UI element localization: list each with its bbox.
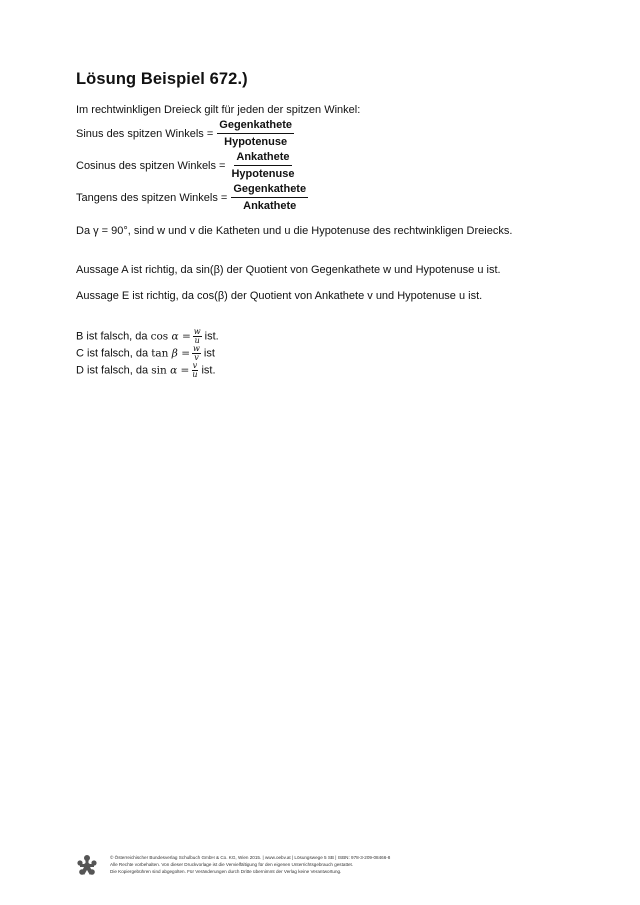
math-fraction <box>193 328 202 345</box>
math-denominator: v <box>194 353 199 362</box>
fraction <box>231 182 308 213</box>
fraction-numerator: Gegenkathete <box>217 118 294 134</box>
math-angle: β <box>171 347 178 360</box>
publisher-star-logo-icon <box>76 854 98 878</box>
math-numerator: w <box>193 327 201 336</box>
statement-prefix: C ist falsch, da <box>76 347 149 360</box>
math-expression <box>151 330 191 342</box>
footer-line-2: Alle Rechte vorbehalten. Von dieser Druckvorlage ist die Vervielfältigung für den eigenen Unterrichtsgebrauch gestattet. <box>110 862 354 867</box>
statement-suffix: ist. <box>204 330 219 343</box>
fraction-numerator: Ankathete <box>234 150 291 166</box>
footer-text <box>110 854 390 875</box>
math-numerator: v <box>192 361 198 370</box>
math-expression <box>151 364 189 376</box>
math-denominator: u <box>194 336 200 345</box>
definition-label: Tangens des spitzen Winkels = <box>76 191 228 204</box>
math-numerator: w <box>193 344 200 353</box>
statement-prefix: D ist falsch, da <box>76 364 149 377</box>
fraction-denominator: Hypotenuse <box>231 168 295 180</box>
footer-line-3: Die Kopiergebühren sind abgegolten. Für Veränderungen durch Dritte übernimmt der Verlag keine Verantwortung. <box>110 869 342 874</box>
statement-suffix: ist <box>203 347 215 360</box>
math-equals: = <box>181 347 191 360</box>
math-expression <box>151 347 190 359</box>
math-denominator: u <box>192 370 198 379</box>
statement-a: Aussage A ist richtig, da sin(β) der Quotient von Gegenkathete w und Hypotenuse u ist. <box>76 264 501 276</box>
page-title: Lösung Beispiel 672.) <box>76 70 248 88</box>
math-equals: = <box>181 330 191 343</box>
statement-e: Aussage E ist richtig, da cos(β) der Quotient von Ankathete v und Hypotenuse u ist. <box>76 290 483 302</box>
gamma-statement: Da γ = 90°, sind w und v die Katheten und u die Hypotenuse des rechtwinkligen Dreiecks. <box>76 225 513 237</box>
fraction <box>229 150 296 181</box>
definition-tangens <box>76 182 308 213</box>
math-angle: α <box>170 364 178 377</box>
false-statement-c <box>76 345 215 362</box>
fraction-denominator: Hypotenuse <box>224 136 288 148</box>
math-fraction <box>192 345 201 362</box>
definition-label: Cosinus des spitzen Winkels = <box>76 159 226 172</box>
math-func: cos <box>150 330 169 343</box>
math-equals: = <box>180 364 190 377</box>
statement-prefix: B ist falsch, da <box>76 330 148 343</box>
intro-text: Im rechtwinkligen Dreieck gilt für jeden der spitzen Winkel: <box>76 104 361 116</box>
footer-line-1: © Österreichischer Bundesverlag Schulbuch GmbH & Co. KG, Wien 2015. | www.oebv.at | Lösungswege 5 SB | ISBN: 978-3-209-08466-8 <box>110 855 391 860</box>
definition-label: Sinus des spitzen Winkels = <box>76 127 214 140</box>
math-func: sin <box>151 364 167 377</box>
fraction-denominator: Ankathete <box>243 200 297 212</box>
math-func: tan <box>151 347 169 360</box>
false-statement-b <box>76 328 219 345</box>
definition-sinus <box>76 118 294 149</box>
false-statement-d <box>76 362 216 379</box>
definition-cosinus <box>76 150 296 181</box>
math-angle: α <box>171 330 179 343</box>
statement-suffix: ist. <box>201 364 216 377</box>
fraction <box>217 118 294 149</box>
math-fraction <box>191 362 198 379</box>
fraction-numerator: Gegenkathete <box>231 182 308 198</box>
